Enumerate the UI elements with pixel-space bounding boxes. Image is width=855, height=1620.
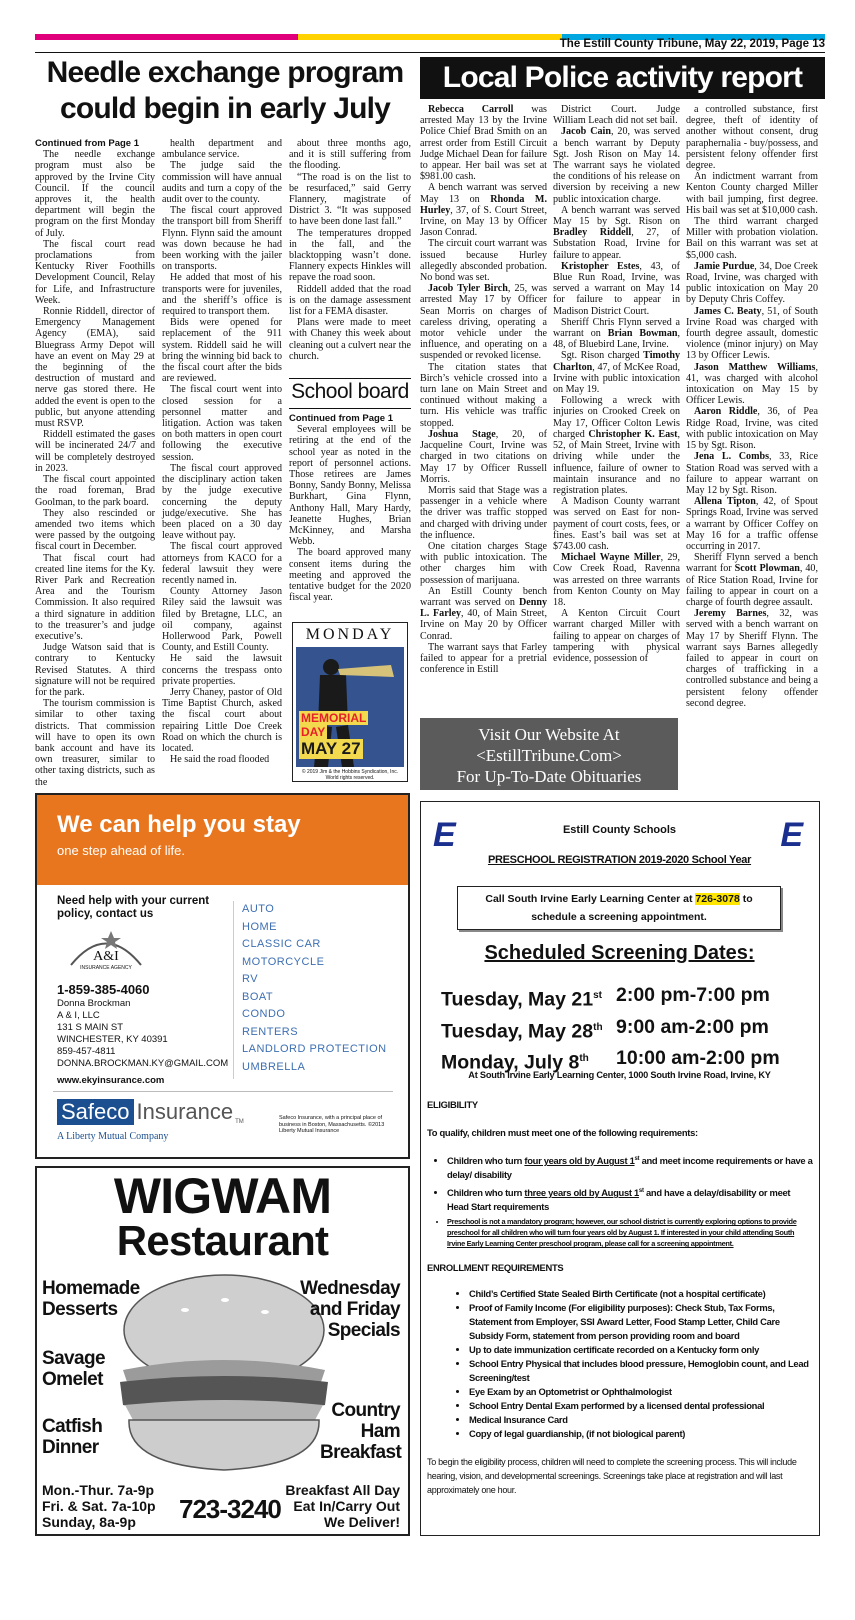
article-paragraph: The temperatures dropped in the fall, and the blacktopping wasn’t done. Flannery expects Hinkles will repave the road soon.	[289, 227, 411, 284]
coverage-item: RENTERS	[242, 1025, 299, 1038]
police-col-2	[553, 104, 680, 664]
call-box	[457, 886, 781, 930]
article-paragraph: Riddell added that the road is on the damage assessment list for a FEMA disaster.	[289, 283, 411, 318]
insurance-word: Insurance	[136, 1099, 234, 1124]
preschool-ad	[420, 801, 820, 1536]
police-entry: Kristopher Estes, 43, of Blue Run Road, Irvine, was served a warrant on May 14 for failure to appear in Madison District Court.	[553, 260, 680, 317]
memorial-label-2: DAY	[301, 725, 326, 739]
police-entry: An indictment warrant from Kenton County charged Miller with bail jumping, first degree. His bail was set at $10,000 cash.	[686, 171, 818, 216]
coverage-item: CLASSIC CAR	[242, 938, 321, 950]
coverage-item: UMBRELLA	[242, 1060, 306, 1073]
police-entry: Michael Wayne Miller, 29, Cow Creek Road, Ravenna was arrested on three warrants from Kenton County on May 18.	[553, 552, 680, 608]
hours-line: Fri. & Sat. 7a-10p	[42, 1498, 156, 1514]
running-head: The Estill County Tribune, May 22, 2019, Page 13	[559, 38, 825, 50]
police-entry: A bench warrant was served May 13 on Rhonda M. Hurley, 37, of S. Court Street, Irvine, on May 13 by Officer Jason Conrad.	[420, 182, 547, 239]
wigwam-hours	[42, 1482, 156, 1530]
needle-headline: Needle exchange program could begin in early July	[46, 56, 404, 125]
call-text-1: Call South Irvine Early Learning Center at	[485, 893, 696, 905]
article-paragraph: health department and ambulance service.	[162, 138, 282, 161]
logo-sub: INSURANCE AGENCY	[80, 965, 132, 971]
police-entry: A Kenton Circuit Court warrant charged Miller with failing to appear on charges of tampering with physical evidence, possession of	[553, 608, 680, 664]
article-paragraph: Ronnie Riddell, director of Emergency Management Agency (EMA), said Bluegrass Army Depot will have an event on May 29 at the beginning of the destruction of mustard and nerve gas stored there. He added the event is open to the public, but anyone attending must RSVP.	[35, 306, 155, 430]
police-entry: Jeremy Barnes, 32, was served with a bench warrant on May 17 by Sheriff Flynn. The warrant says Barnes allegedly failed to appear in court on charges of trafficking in a controlled substance and being a persistent felony offender second degree.	[686, 608, 818, 709]
police-entry: The warrant says that Farley failed to appear for a pretrial conference in Estill	[420, 641, 547, 676]
screening-time: 2:00 pm-7:00 pm	[616, 984, 770, 1006]
elig-item: • Children who turn four years old by August 1st and meet income requirements or have a delay/ disability	[447, 1152, 813, 1182]
elig-item: • Children who turn three years old by August 1st and have a delay/disability or meet Head Start requirements	[447, 1184, 813, 1214]
service-line: Breakfast All Day	[285, 1482, 400, 1498]
school-logo-left: E	[433, 816, 456, 854]
article-paragraph: The tourism commission is similar to other taxing districts. That commission will have to open its own bank account and have its own treasurer, similar to other taxing districts, such as the	[35, 698, 155, 788]
coverage-divider	[233, 901, 234, 1079]
address-line: 859-457-4811	[57, 1046, 116, 1057]
article-paragraph: The fiscal court approved attorneys from KACO for a federal lawsuit they were recently named in.	[162, 541, 282, 586]
contact-heading: Need help with your current policy, contact us	[57, 895, 210, 920]
article-paragraph: The fiscal court read proclamations from Kentucky River Foothills Development Council, Relay for Life, and Infrastructure Week.	[35, 238, 155, 306]
wigwam-right-2: Country Ham Breakfast	[320, 1400, 402, 1463]
rule	[35, 52, 825, 53]
website-url[interactable]: <EstillTribune.Com>	[476, 746, 622, 765]
screening-day: Tuesday, May 28th	[441, 1020, 603, 1042]
article-paragraph: The judge said the commission will have annual audits and turn a copy of the audit over to the county.	[162, 160, 282, 206]
police-entry: An Estill County bench warrant was served on Denny L. Farley, 40, of Main Street, Irvine on May 20 by Officer Conrad.	[420, 585, 547, 642]
wigwam-left-3: Catfish Dinner	[42, 1416, 103, 1458]
article-paragraph: about three months ago, and it is still suffering from the flooding.	[289, 138, 411, 172]
needle-col-2	[162, 138, 282, 765]
article-paragraph: County Attorney Jason Riley said the lawsuit was filed by Bretagne, LLC, an oil company, against Hollerwood Park, Powell County, and Estill County.	[162, 586, 282, 654]
insurance-fine-print: Safeco Insurance, with a principal place of business in Boston, Massachusetts. ©2013 Liberty Mutual Insurance	[279, 1115, 385, 1134]
safeco-logo	[57, 1099, 244, 1125]
agency-phone: 1-859-385-4060	[57, 982, 150, 997]
school-eligibility	[427, 1098, 813, 1497]
article-paragraph: The fiscal court went into closed session for a personnel matter and litigation. Action was taken on both matters in open court following the executive session.	[162, 384, 282, 463]
police-entry: Following a wreck with injuries on Crooked Creek on May 17, Officer Colton Lewis charged Christopher K. East, 52, of Main Street, Irvine with driving while under the influence, failure of owner to maintain insurance and no registration plates.	[553, 395, 680, 496]
continued-label: Continued from Page 1	[35, 138, 139, 149]
police-col-1	[420, 104, 547, 675]
police-entry: Jacob Tyler Birch, 25, was arrested May 17 by Officer Sean Morris on charges of careless driving, operating a motor vehicle under the influence, and operating on a suspended or revoked license.	[420, 283, 547, 362]
police-entry: James C. Beaty, 51, of South Irvine Road was charged with fourth degree assault, domestic violence (minor injury) on May 13 by Officer Lewis.	[686, 305, 818, 362]
coverage-item: CONDO	[242, 1008, 286, 1020]
enroll-item: • Proof of Family Income (For eligibility purposes): Check Stub, Tax Forms, Statement from Employer, SSI Award Letter, Food Stamp Letter, Child Care Subsidy Form, statement from person providing room and board	[469, 1301, 813, 1343]
address-line: DONNA.BROCKMAN.KY@GMAIL.COM	[57, 1058, 229, 1069]
article-paragraph: Judge Watson said that is contrary to Kentucky Revised Statutes. A third signature will not be required for the park.	[35, 642, 155, 698]
wigwam-left-1: Homemade Desserts	[42, 1278, 140, 1320]
police-entry: Morris said that Stage was a passenger in a vehicle where the driver was traffic stopped and charged with driving under the influence.	[420, 484, 547, 541]
enroll-heading: ENROLLMENT REQUIREMENTS	[427, 1262, 564, 1274]
agency-address	[57, 998, 228, 1070]
service-line: Eat In/Carry Out	[293, 1498, 400, 1514]
police-headline: Local Police activity report	[442, 61, 803, 94]
elig-intro: To qualify, children must meet one of the following requirements:	[427, 1127, 698, 1138]
school-board-rule2	[289, 408, 411, 409]
insurance-rule	[53, 1091, 393, 1092]
coverage-item: MOTORCYCLE	[242, 955, 325, 968]
police-entry: Aaron Riddle, 36, of Pea Ridge Road, Irvine, was cited with public intoxication on May 15 by Sgt. Rison.	[686, 406, 818, 452]
article-paragraph: He said the lawsuit concerns the trespass onto private properties.	[162, 653, 282, 687]
memorial-credit: © 2019 Jim & the Hobbins Syndication, Inc. World rights reserved.	[301, 769, 399, 781]
police-entry: A bench warrant was served May 15 by Sgt. Rison on Bradley Riddell, 27, of Substation Road, Irvine for failure to appear.	[553, 204, 680, 261]
agency-logo	[61, 927, 151, 977]
article-paragraph: He said the road flooded	[170, 754, 270, 766]
article-paragraph: He added that most of his transports were for juveniles, and the sheriff’s office is required to transport them.	[162, 272, 282, 318]
article-paragraph: The board approved many consent items during the meeting and approved the tentative budget for the 2020 fiscal year.	[289, 547, 411, 604]
police-entry: Jason Matthew Williams, 41, was charged with alcohol intoxication on May 15 by Officer Lewis.	[686, 361, 818, 407]
enroll-item: • School Entry Physical that includes blood pressure, Hemoglobin count, and Lead Screening/test	[469, 1357, 813, 1385]
police-entry: Jamie Purdue, 34, Doe Creek Road, Irvine, was charged with public intoxication on May 20 by Deputy Chris Coffey.	[686, 260, 818, 306]
coverage-item: RV	[242, 973, 259, 985]
enroll-item: • Up to date immunization certificate recorded on a Kentucky form only	[469, 1343, 813, 1357]
screening-time: 9:00 am-2:00 pm	[616, 1015, 769, 1038]
wigwam-title: WIGWAM	[113, 1168, 332, 1224]
school-org: Estill County Schools	[562, 824, 677, 836]
insurance-banner	[37, 795, 408, 885]
wigwam-right-1: Wednesday and Friday Specials	[300, 1278, 400, 1341]
article-paragraph: The fiscal court approved the disciplinary action taken by the judge executive concerning the deputy judge/executive. She has been placed on a 30 day leave without pay.	[162, 462, 282, 542]
article-paragraph: The fiscal court appointed the road foreman, Brad Goolman, to the park board.	[35, 474, 155, 508]
police-entry: a controlled substance, first degree, theft of identity of another without consent, drug paraphernalia - buy/possess, and persistent felony offender first degree.	[686, 104, 818, 172]
hours-line: Mon.-Thur. 7a-9p	[42, 1482, 154, 1498]
article-paragraph: They also rescinded or amended two items which were passed by the outgoing fiscal court in December.	[35, 507, 155, 553]
insurance-ad	[35, 793, 410, 1159]
police-entry: Allena Tipton, 42, of Spout Springs Road, Irvine was served a warrant by Officer Coffey on May 16 for a traffic offense occurring in 2017.	[686, 496, 818, 552]
screening-time: 10:00 am-2:00 pm	[616, 1047, 780, 1069]
police-entry: Sgt. Rison charged Timothy Charlton, 47, of McKee Road, Irvine with public intoxication on May 19.	[553, 350, 680, 396]
police-entry: Sheriff Chris Flynn served a warrant on Brian Bowman, 48, of Bluebird Lane, Irvine.	[553, 316, 681, 351]
article-paragraph: The needle exchange program must also be approved by the Irvine City Council. If the council approves it, the health department will begin the program on the first Monday of July.	[35, 149, 155, 239]
wigwam-subtitle: Restaurant	[116, 1217, 329, 1264]
memorial-date: MAY 27	[301, 739, 361, 758]
school-logo-right: E	[780, 816, 803, 854]
coverage-item: HOME	[242, 920, 277, 933]
monday-label: MONDAY	[305, 626, 395, 643]
needle-col-3	[289, 138, 411, 362]
screening-dates	[441, 982, 811, 1077]
address-line: A & I, LLC	[57, 1010, 100, 1021]
coverage-item: LANDLORD PROTECTION	[242, 1043, 387, 1055]
police-entry: Joshua Stage, 20, of Jacqueline Court, Irvine was charged in two citations on May 17 by Officer Russell Morris.	[420, 428, 547, 485]
tm-mark: TM	[235, 1119, 244, 1125]
school-footer: To begin the eligibility process, children will need to complete the screening process. This will include hearing, vision, and developmental screenings. Screenings take place at registration and will last approximately one hour.	[427, 1457, 797, 1496]
school-board-rule	[289, 378, 411, 379]
enroll-item: • Copy of legal guardianship, (if not biological parent)	[469, 1427, 813, 1441]
article-paragraph: Several employees will be retiring at the end of the school year as noted in the report of personnel actions. Those retirees are James Bonny, Sandy Bonny, Melissa Burkhart, Gina Flynn, Anthony Hall, Mary Hardy, Jeanette Hughes, Brian McKinney, and Marsha Webb.	[289, 424, 411, 548]
wigwam-ad	[35, 1166, 410, 1536]
call-text-2: to schedule a screening appointment.	[531, 893, 753, 923]
elig-heading: ELIGIBILITY	[427, 1099, 478, 1110]
liberty-line: A Liberty Mutual Company	[57, 1131, 169, 1142]
enroll-item: • Child’s Certified State Sealed Birth Certificate (not a hospital certificate)	[469, 1287, 813, 1301]
enroll-item: • School Entry Dental Exam performed by a licensed dental professional	[469, 1399, 813, 1413]
agency-website[interactable]: www.ekyinsurance.com	[57, 1075, 165, 1086]
wigwam-phone: 723-3240	[179, 1494, 281, 1524]
article-paragraph: Plans were made to meet with Chaney this week about cleaning out a culvert near the church.	[289, 317, 411, 362]
police-entry: District Court. Judge William Leach did not set bail.	[553, 104, 680, 127]
police-entry: One citation charges Stage with public intoxication. The other charges him with possession of marijuana.	[420, 540, 547, 586]
article-paragraph: The fiscal court approved the transport bill from Sheriff Flynn. Flynn said the amount was down because he had been working with the jailer on transports.	[162, 205, 282, 273]
website-line-3: For Up-To-Date Obituaries	[456, 767, 642, 786]
memorial-label-1: MEMORIAL	[301, 711, 367, 725]
police-entry: Rebecca Carroll was arrested May 13 by the Irvine Police Chief Brad Smith on an arrest order from Estill Circuit Judge Michael Dean for failure to appear. Her bail was set at $981.00 cash.	[420, 104, 547, 183]
needle-col-1	[35, 138, 155, 788]
school-location: At South Irvine Early Learning Center, 1000 South Irvine Road, Irvine, KY	[468, 1070, 771, 1080]
service-line: We Deliver!	[324, 1514, 400, 1530]
article-paragraph: “The road is on the list to be resurfaced,” said Gerry Flannery, magistrate of District 3. “It was supposed to have been done last fall.”	[289, 171, 411, 228]
police-entry: The citation states that Birch’s vehicle crossed into a turn lane on Main Street and continued without making a turn. His vehicle was traffic stopped.	[420, 361, 547, 429]
address-line: WINCHESTER, KY 40391	[57, 1034, 168, 1045]
screening-day: Monday, July 8th	[441, 1051, 589, 1074]
coverage-list	[242, 901, 387, 1076]
enroll-item: • Eye Exam by an Optometrist or Ophthalmologist	[469, 1385, 813, 1399]
screening-date-row	[441, 1014, 811, 1046]
school-title: PRESCHOOL REGISTRATION 2019-2020 School Year	[487, 854, 752, 866]
wigwam-left-2: Savage Omelet	[42, 1348, 105, 1390]
police-entry: Sheriff Flynn served a bench warrant for Scott Plowman, 40, of Rice Station Road, Irvine for failing to appear in court on a charge of fourth degree assault.	[686, 552, 819, 608]
screening-date-row	[441, 982, 811, 1014]
police-entry: The third warrant charged Miller with probation violation. Bail on this warrant was set at $5,000 cash.	[686, 216, 818, 261]
continued-label: Continued from Page 1	[289, 413, 393, 424]
logo-text: A&I	[93, 949, 119, 964]
address-line: 131 S MAIN ST	[57, 1022, 123, 1033]
police-entry: Jacob Cain, 20, was served a bench warrant by Deputy Sgt. Josh Rison on May 14. The warrant says he violated the conditions of his release on diversion by receiving a new public intoxication charge.	[553, 126, 680, 205]
article-paragraph: Riddell estimated the gases will be incinerated 24/7 and will be completely destroyed in 2023.	[35, 429, 155, 474]
school-board-headline: School board	[291, 380, 409, 403]
coverage-item: BOAT	[242, 990, 274, 1003]
hours-line: Sunday, 8a-9p	[42, 1514, 136, 1530]
memorial-day-graphic	[292, 622, 408, 782]
school-board-body	[289, 413, 411, 603]
coverage-item: AUTO	[242, 903, 275, 915]
safeco-word: Safeco	[57, 1099, 134, 1125]
schedule-heading: Scheduled Screening Dates:	[484, 942, 755, 964]
article-paragraph: Bids were opened for replacement of the 911 system. Riddell said he will bring the winning bid back to the fiscal court after the bids are reviewed.	[162, 317, 282, 385]
article-paragraph: That fiscal court had created line items for the Ky. River Park and Recreation Area and the Tourism Commission. It also required a third signature in addition to the treasurer’s and judge executive’s.	[35, 552, 155, 642]
insurance-headline: We can help you stay	[57, 811, 301, 838]
address-line: Donna Brockman	[57, 998, 131, 1009]
call-phone: 726-3078	[695, 893, 740, 905]
website-box	[420, 718, 678, 790]
article-paragraph: Jerry Chaney, pastor of Old Time Baptist Church, asked the fiscal court about repairing Little Doe Creek Road on which the church is located.	[162, 686, 282, 754]
enroll-item: • Medical Insurance Card	[469, 1413, 813, 1427]
wigwam-services	[285, 1482, 400, 1530]
police-entry: Jena L. Combs, 33, Rice Station Road was served with a failure to appear warrant on May 12 by Sgt. Rison.	[686, 451, 818, 496]
website-line-1: Visit Our Website At	[478, 725, 620, 744]
police-entry: A Madison County warrant was served on East for non-payment of court costs, fees, or fines. East’s bail was set at $743.00 cash.	[553, 496, 680, 552]
screening-day: Tuesday, May 21st	[441, 988, 603, 1011]
insurance-subhead: one step ahead of life.	[57, 843, 185, 858]
police-col-3	[686, 104, 818, 709]
police-entry: The circuit court warrant was issued because Hurley allegedly absconded probation. No bond was set.	[420, 238, 547, 284]
elig-note: • Preschool is not a mandatory program; however, our school district is currently exploring options to provide preschool for all children who will turn four years old by August 1. If interested in your child attending South Irvine Early Learning Center preschool program, please call for a screening appointment.	[447, 1216, 813, 1249]
